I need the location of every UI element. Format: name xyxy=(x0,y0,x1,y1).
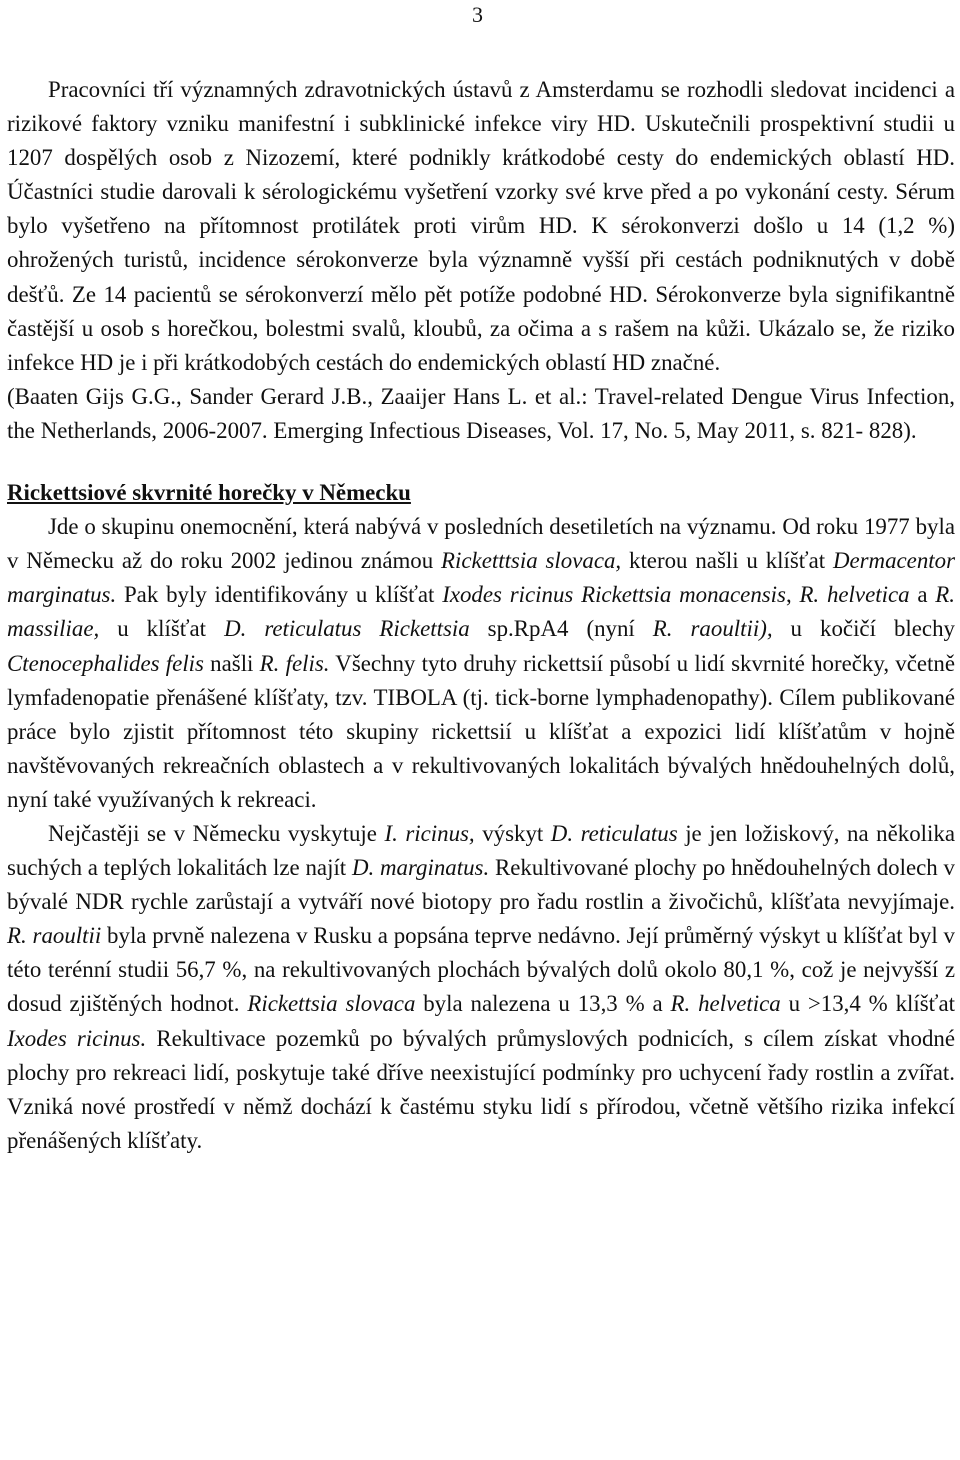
text-run: a xyxy=(909,582,936,608)
italic-species-name: I. ricinus, xyxy=(384,820,475,846)
text-run: Rekultivované plochy po hnědouhelných dolech v bývalé NDR rychle zarůstají a vytváří nové biotopy pro řadu rostlin a živočichů, klíšťata nevyjímaje. xyxy=(7,855,955,915)
text-run: byla prvně nalezena v Rusku a popsána teprve nedávno. Její průměrný výskyt u klíšťat byl v této terénní studii 56,7 %, na rekultivovaných plochách bývalých dolů okolo 80,1 %, což je nejvyšší z dosud zjištěných hodnot. xyxy=(7,923,955,1017)
italic-species-name: R. raoultii), xyxy=(652,616,773,642)
italic-species-name: R. felis. xyxy=(259,650,330,676)
document-body xyxy=(7,73,955,1158)
text-run: výskyt xyxy=(474,820,551,846)
rickettsia-paragraph-1 xyxy=(7,510,955,817)
text-run: sp.RpA4 (nyní xyxy=(469,616,653,642)
text-run: byla nalezena u 13,3 % a xyxy=(415,991,671,1017)
italic-species-name: R. helvetica xyxy=(670,991,781,1017)
text-run: Jde o skupinu onemocnění, která nabývá v posledních desetiletích na významu. Od roku 1977 byla v Německu až do roku 2002 jedinou známou xyxy=(7,514,955,574)
dengue-study-paragraph: Pracovníci tří významných zdravotnických ústavů z Amsterdamu se rozhodli sledovat incidenci a rizikové faktory vzniku manifestní i subklinické infekce viry HD. Uskutečnili prospektivní studii u 1207 dospělých osob z Nizozemí, které podnikly krátkodobé cesty do endemických oblastí HD. Účastníci studie darovali k sérologickému vyšetření vzorky své krve před a po vykonání cesty. Sérum bylo vyšetřeno na přítomnost protilátek proti virům HD. K sérokonverzi došlo u 14 (1,2 %) ohrožených turistů, incidence sérokonverze byla významně vyšší při cestách podniknutých v době dešťů. Ze 14 pacientů se sérokonverzí mělo pět potíže podobné HD. Sérokonverze byla signifikantně častější u osob s horečkou, bolestmi svalů, kloubů, za očima a s rašem na kůži. Ukázalo se, že riziko infekce HD je i při krátkodobých cestách do endemických oblastí HD značné. xyxy=(7,77,955,375)
section-heading-rickettsia: Rickettsiové skvrnité horečky v Německu xyxy=(7,480,411,506)
text-run: , xyxy=(785,582,800,608)
italic-species-name: D. marginatus. xyxy=(351,855,490,881)
citation-paragraph: (Baaten Gijs G.G., Sander Gerard J.B., Zaaijer Hans L. et al.: Travel-related Dengue Virus Infection, the Netherlands, 2006-2007. Emerging Infectious Diseases, Vol. 17, No. 5, May 2011, s. 821- 828). xyxy=(7,383,955,443)
italic-species-name: D. reticulatus Rickettsia xyxy=(224,616,470,642)
text-run: našli xyxy=(203,650,260,676)
italic-species-name: R. raoultii xyxy=(7,923,102,949)
text-run: u klíšťat xyxy=(99,616,225,642)
text-run: Rekultivace pozemků po bývalých průmyslových podnicích, s cílem získat vhodné plochy pro rekreaci lidí, poskytuje také dříve neexistující podmínky pro uchycení řady rostlin a zvířat. Vzniká nové prostředí v němž dochází k častému styku lidí s přírodou, včetně většího rizika infekcí přenášených klíšťaty. xyxy=(7,1025,955,1153)
italic-species-name: D. reticulatus xyxy=(550,820,678,846)
text-run: Pak byly identifikovány u klíšťat xyxy=(116,582,443,608)
text-run: Všechny tyto druhy rickettsií působí u lidí skvrnité horečky, včetně lymfadenopatie přenášené klíšťaty, tzv. TIBOLA (tj. tick-borne lymphadenopathy). Cílem publikované práce bylo zjistit přítomnost této skupiny rickettsií u klíšťat a expozici lidí klíšťatům v hojně navštěvovaných rekreačních oblastech a v rekultivovaných lokalitách bývalých hnědouhelných dolů, nyní také využívaných k rekreaci. xyxy=(7,650,955,812)
text-run: u kočičí blechy xyxy=(772,616,955,642)
text-run: je jen ložiskový, na několika suchých a teplých lokalitách lze najít xyxy=(7,820,955,881)
italic-species-name: Dermacentor marginatus. xyxy=(7,548,955,608)
italic-species-name: Ctenocephalides felis xyxy=(7,650,204,676)
page-number: 3 xyxy=(472,2,483,27)
italic-species-name: Rickettsia slovaca xyxy=(247,991,416,1017)
rickettsia-paragraph-2 xyxy=(7,817,955,1158)
italic-species-name: Ixodes ricinus. xyxy=(7,1025,147,1051)
italic-species-name: R. massiliae, xyxy=(7,582,956,642)
italic-species-name: R. helvetica xyxy=(799,582,910,608)
text-run: kterou našli u klíšťat xyxy=(621,548,833,574)
text-run: Nejčastěji se v Německu vyskytuje xyxy=(48,820,385,846)
italic-species-name: Ixodes ricinus Rickettsia monacensis xyxy=(442,582,786,608)
italic-species-name: Ricketttsia slovaca, xyxy=(441,548,622,574)
text-run: u >13,4 % klíšťat xyxy=(780,991,955,1017)
